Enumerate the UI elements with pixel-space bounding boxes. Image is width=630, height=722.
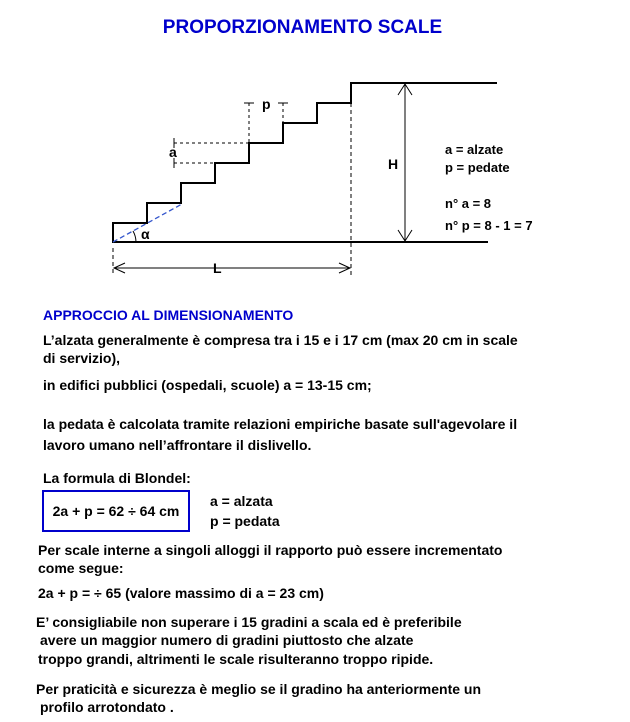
section-heading: APPROCCIO AL DIMENSIONAMENTO xyxy=(43,307,294,323)
page-title: PROPORZIONAMENTO SCALE xyxy=(162,17,443,38)
text-blondel-intro: La formula di Blondel: xyxy=(43,470,191,486)
text-gradini-3: troppo grandi, altrimenti le scale risulteranno troppo ripide. xyxy=(38,651,434,667)
legend-n-alzate: n° a = 8 xyxy=(445,196,492,211)
blondel-formula-box: 2a + p = 62 ÷ 64 cm xyxy=(42,490,190,532)
label-alpha: α xyxy=(141,226,150,242)
text-interne-1: Per scale interne a singoli alloggi il rapporto può essere incrementato xyxy=(38,542,503,558)
text-pedata-2: lavoro umano nell’affrontare il dislivello. xyxy=(43,437,312,453)
h-dimension xyxy=(398,84,412,241)
legend-alzate: a = alzate xyxy=(445,142,504,157)
stair-diagram xyxy=(0,0,630,300)
label-a: a xyxy=(169,144,177,160)
text-gradini-1: E’ consigliabile non superare i 15 gradini a scala ed è preferibile xyxy=(36,614,462,630)
l-dimension xyxy=(113,103,351,276)
label-h: H xyxy=(388,156,399,172)
blondel-legend-p: p = pedata xyxy=(210,513,280,529)
text-interne-2: come segue: xyxy=(38,560,124,576)
text-pedata-1: la pedata è calcolata tramite relazioni empiriche basate sull'agevolare il xyxy=(43,416,518,432)
text-sicurezza-1: Per praticità e sicurezza è meglio se il gradino ha anteriormente un xyxy=(36,681,482,697)
text-gradini-2: avere un maggior numero di gradini piuttosto che alzate xyxy=(40,632,414,648)
stair-profile xyxy=(113,83,497,242)
text-sicurezza-2: profilo arrotondato . xyxy=(40,699,174,715)
legend-n-pedate: n° p = 8 - 1 = 7 xyxy=(445,218,533,233)
blondel-legend-a: a = alzata xyxy=(210,493,273,509)
text-alzata-2: di servizio), xyxy=(43,350,121,366)
legend-pedate: p = pedate xyxy=(445,160,510,175)
text-interne-formula: 2a + p = ÷ 65 (valore massimo di a = 23 cm) xyxy=(38,585,324,601)
alpha-arc xyxy=(133,231,136,242)
text-alzata-1: L’alzata generalmente è compresa tra i 15 e i 17 cm (max 20 cm in scale xyxy=(43,332,518,348)
text-alzata-3: in edifici pubblici (ospedali, scuole) a = 13-15 cm; xyxy=(43,377,372,393)
label-l: L xyxy=(213,260,222,276)
label-p: p xyxy=(262,96,271,112)
